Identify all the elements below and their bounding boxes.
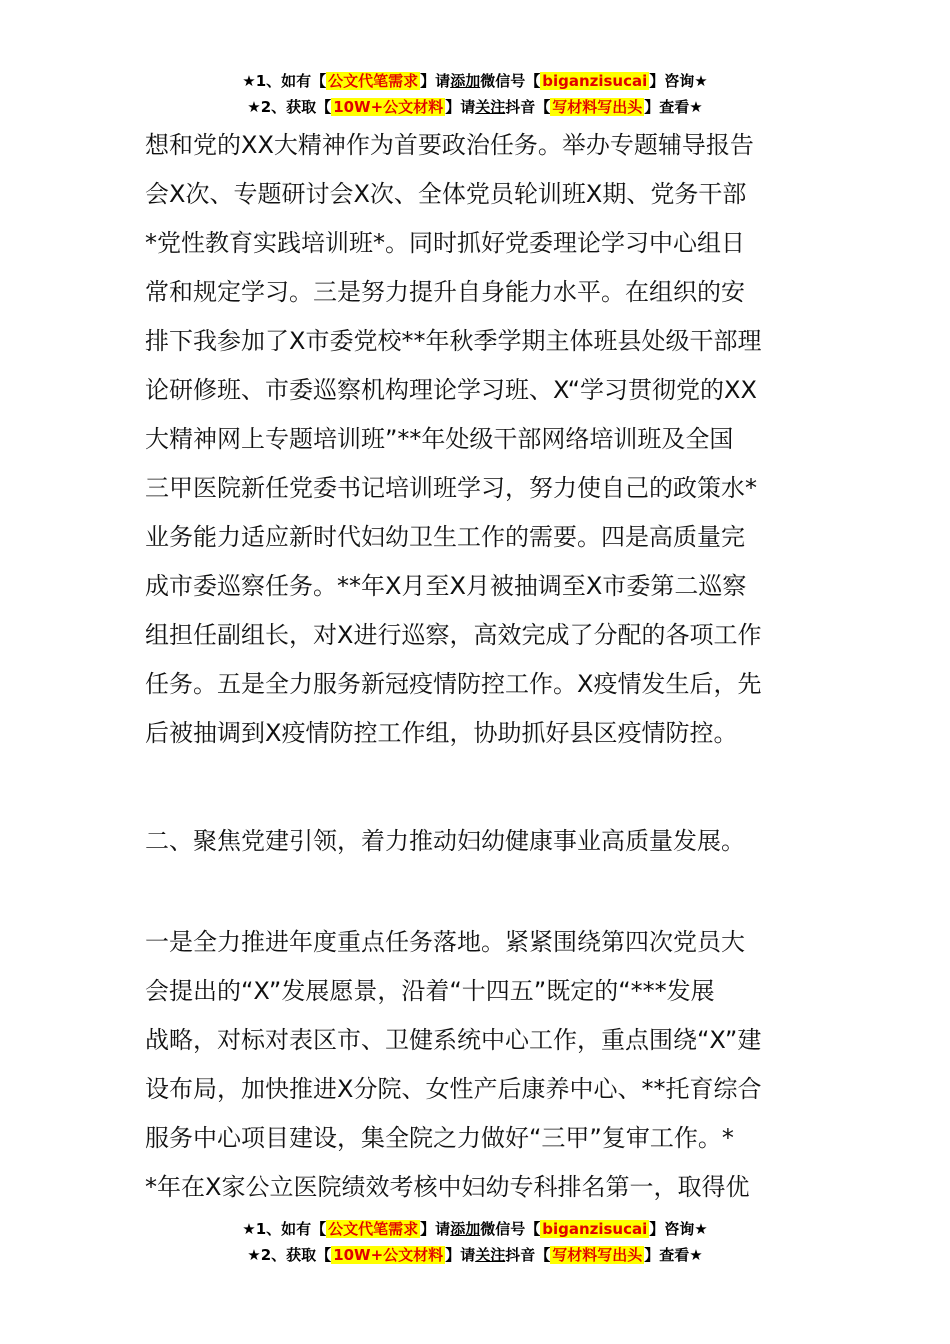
text-line: 论研修班、市委巡察机构理论学习班、X“学习贯彻党的XX — [145, 376, 757, 404]
promo-text: ★1、如有【 — [242, 1220, 327, 1238]
promo-text: 】咨询★ — [649, 1220, 708, 1238]
text-line: 会X次、专题研讨会X次、全体党员轮训班X期、党务干部 — [145, 180, 747, 208]
text-line: *党性教育实践培训班*。同时抓好党委理论学习中心组日 — [145, 229, 745, 257]
text-line: 设布局，加快推进X分院、女性产后康养中心、**托育综合 — [145, 1075, 762, 1103]
promo-text: 微信号【 — [480, 1220, 541, 1238]
promo-highlight: biganzisucai — [542, 72, 648, 90]
paragraph-2 — [145, 918, 810, 1212]
promo-text: 微信号【 — [480, 72, 541, 90]
text-line: 组担任副组长，对X进行巡察，高效完成了分配的各项工作 — [145, 621, 762, 649]
promo-footer — [0, 1216, 950, 1268]
text-line: 业务能力适应新时代妇幼卫生工作的需要。四是高质量完 — [145, 523, 745, 551]
promo-line-1 — [0, 68, 950, 94]
promo-text: 】请 — [445, 98, 476, 116]
promo-text: 】请 — [420, 1220, 451, 1238]
promo-text: 】查看★ — [644, 1246, 703, 1264]
text-line: 成市委巡察任务。**年X月至X月被抽调至X市委第二巡察 — [145, 572, 747, 600]
promo-highlight: 10W+公文材料 — [333, 1246, 444, 1264]
text-line: 常和规定学习。三是努力提升自身能力水平。在组织的安 — [145, 278, 745, 306]
promo-line-1 — [0, 1216, 950, 1242]
promo-text: 】请 — [420, 72, 451, 90]
text-line: 会提出的“X”发展愿景，沿着“十四五”既定的“***发展 — [145, 977, 715, 1005]
text-line: 后被抽调到X疫情防控工作组，协助抓好县区疫情防控。 — [145, 719, 738, 747]
promo-highlight: 写材料写出头 — [552, 1246, 643, 1264]
promo-text: 】请 — [445, 1246, 476, 1264]
text-line: 任务。五是全力服务新冠疫情防控工作。X疫情发生后，先 — [145, 670, 762, 698]
promo-header — [0, 68, 950, 120]
paragraph-1 — [145, 121, 810, 758]
text-line: 排下我参加了X市委党校**年秋季学期主体班县处级干部理 — [145, 327, 762, 355]
text-line: 战略，对标对表区市、卫健系统中心工作，重点围绕“X”建 — [145, 1026, 762, 1054]
promo-highlight: 10W+公文材料 — [333, 98, 444, 116]
promo-text: 抖音【 — [505, 1246, 551, 1264]
promo-text: ★2、获取【 — [247, 98, 332, 116]
promo-highlight: biganzisucai — [542, 1220, 648, 1238]
promo-text: ★2、获取【 — [247, 1246, 332, 1264]
text-line: 想和党的XX大精神作为首要政治任务。举办专题辅导报告 — [145, 131, 754, 159]
text-line: 大精神网上专题培训班”**年处级干部网络培训班及全国 — [145, 425, 734, 453]
promo-line-2 — [0, 1242, 950, 1268]
promo-highlight: 公文代笔需求 — [328, 1220, 419, 1238]
promo-text: 】咨询★ — [649, 72, 708, 90]
promo-emphasis: 关注 — [475, 98, 506, 116]
text-line: 一是全力推进年度重点任务落地。紧紧围绕第四次党员大 — [145, 928, 745, 956]
section-heading — [145, 817, 810, 866]
promo-text: ★1、如有【 — [242, 72, 327, 90]
promo-emphasis: 关注 — [475, 1246, 506, 1264]
promo-highlight: 公文代笔需求 — [328, 72, 419, 90]
promo-line-2 — [0, 94, 950, 120]
promo-highlight: 写材料写出头 — [552, 98, 643, 116]
promo-text: 抖音【 — [505, 98, 551, 116]
text-line: 三甲医院新任党委书记培训班学习，努力使自己的政策水* — [145, 474, 757, 502]
promo-emphasis: 添加 — [450, 1220, 481, 1238]
promo-text: 】查看★ — [644, 98, 703, 116]
text-line: *年在X家公立医院绩效考核中妇幼专科排名第一，取得优 — [145, 1173, 750, 1201]
text-line: 服务中心项目建设，集全院之力做好“三甲”复审工作。* — [145, 1124, 734, 1152]
heading-text: 二、聚焦党建引领，着力推动妇幼健康事业高质量发展。 — [145, 827, 745, 855]
promo-emphasis: 添加 — [450, 72, 481, 90]
